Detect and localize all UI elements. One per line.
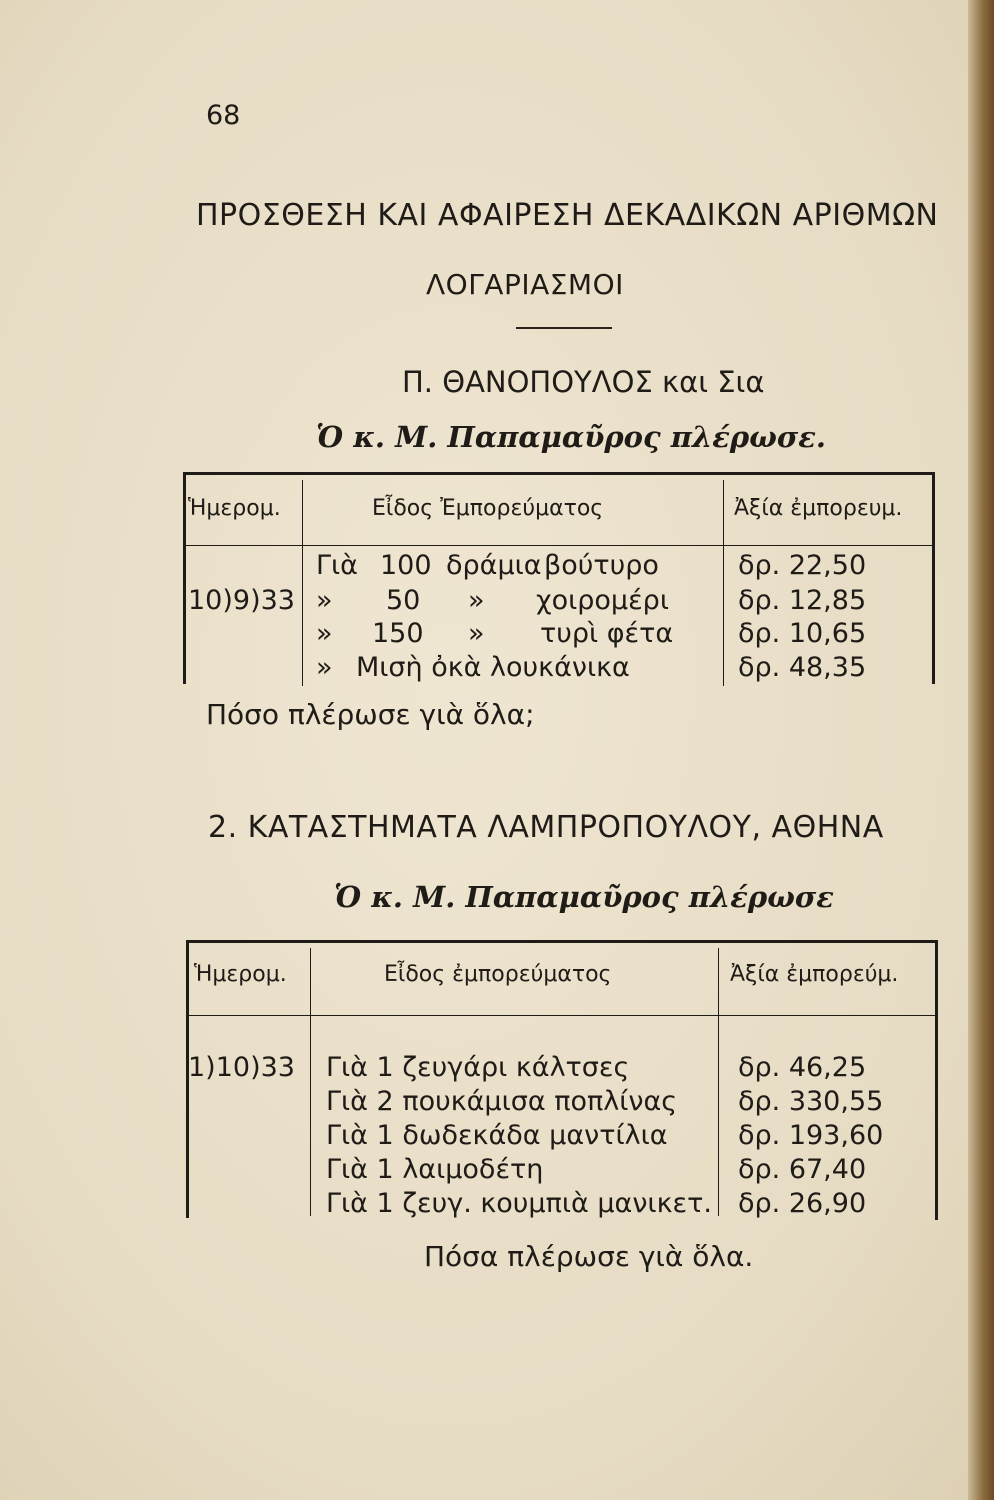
table1-right-border xyxy=(932,472,935,684)
table1-top-rule xyxy=(183,472,935,475)
table2-header-date: Ἡμερομ. xyxy=(194,962,287,987)
company-name: Π. ΘΑΝΟΠΟΥΛΟΣ και Σια xyxy=(402,365,765,399)
page-title: ΠΡΟΣΘΕΣΗ ΚΑΙ ΑΦΑΙΡΕΣΗ ΔΕΚΑΔΙΚΩΝ ΑΡΙΘΜΩΝ xyxy=(196,198,939,233)
table-row-value: δρ. 46,25 xyxy=(738,1052,867,1083)
table-row-qty: 50 xyxy=(386,585,421,616)
table2-date: 1)10)33 xyxy=(188,1052,295,1083)
table1-left-border xyxy=(183,472,186,684)
table1-header-item: Εἶδος Ἐμπορεύματος xyxy=(372,496,604,521)
table-row-desc: Γιὰ 1 ζευγάρι κάλτσες xyxy=(326,1052,630,1083)
table-row-value: δρ. 48,35 xyxy=(738,652,867,683)
table-row-qty: 100 xyxy=(380,550,432,581)
table-row-ditto: » xyxy=(468,618,485,649)
table-row-desc: βούτυρο xyxy=(544,550,659,581)
payer-line-2: Ὁ κ. Μ. Παπαμαῦρος πλέρωσε xyxy=(334,880,834,914)
table2-header-value: Ἀξία ἐμπορεύμ. xyxy=(730,962,899,987)
section-2-title: 2. ΚΑΤΑΣΤΗΜΑΤΑ ΛΑΜΠΡΟΠΟΥΛΟΥ, ΑΘΗΝΑ xyxy=(208,810,884,845)
table-row-qty: 150 xyxy=(372,618,424,649)
question-1: Πόσο πλέρωσε γιὰ ὅλα; xyxy=(206,698,535,731)
payer-line-1: Ὁ κ. Μ. Παπαμαῦρος πλέρωσε. xyxy=(316,420,826,454)
table1-divider-date xyxy=(302,480,303,686)
table-row-prefix: » xyxy=(316,652,333,683)
page-subtitle: ΛΟΓΑΡΙΑΣΜΟΙ xyxy=(426,268,624,301)
table1-header-rule xyxy=(183,545,935,546)
table-row-value: δρ. 22,50 xyxy=(738,550,867,581)
table1-divider-value xyxy=(723,480,724,686)
table-row-desc: χοιρομέρι xyxy=(536,585,669,616)
question-2: Πόσα πλέρωσε γιὰ ὅλα. xyxy=(424,1240,754,1273)
table1-header-date: Ἡμερομ. xyxy=(188,496,281,521)
table-row-ditto: » xyxy=(468,585,485,616)
page-edge xyxy=(968,0,994,1500)
table-row-desc: Γιὰ 1 λαιμοδέτη xyxy=(326,1154,544,1185)
table1-date: 10)9)33 xyxy=(188,585,295,616)
table-row-value: δρ. 10,65 xyxy=(738,618,867,649)
title-divider xyxy=(516,327,612,329)
table-row-value: δρ. 26,90 xyxy=(738,1188,867,1219)
table-row-value: δρ. 12,85 xyxy=(738,585,867,616)
table-row-prefix: » xyxy=(316,585,333,616)
table-row-desc: Γιὰ 2 πουκάμισα ποπλίνας xyxy=(326,1086,678,1117)
table-row-value: δρ. 330,55 xyxy=(738,1086,884,1117)
table-row-desc: Γιὰ 1 ζευγ. κουμπιὰ μανικετ. xyxy=(326,1188,712,1219)
table-row-desc: Γιὰ 1 δωδεκάδα μαντίλια xyxy=(326,1120,668,1151)
table2-divider-date xyxy=(310,948,311,1216)
table-row-desc: Μισὴ ὀκὰ λουκάνικα xyxy=(356,652,630,683)
table-row-value: δρ. 67,40 xyxy=(738,1154,867,1185)
table-row-prefix: » xyxy=(316,618,333,649)
table-row-prefix: Γιὰ xyxy=(316,550,358,581)
table2-header-item: Εἶδος ἐμπορεύματος xyxy=(384,962,612,987)
table2-top-rule xyxy=(186,940,938,943)
table-row-value: δρ. 193,60 xyxy=(738,1120,884,1151)
table1-header-value: Ἀξία ἐμπορευμ. xyxy=(734,496,903,521)
table2-right-border xyxy=(935,940,938,1220)
table2-header-rule xyxy=(186,1015,938,1016)
table-row-desc: τυρὶ φέτα xyxy=(540,618,674,649)
table2-divider-value xyxy=(718,948,719,1216)
table-row-unit: δράμια xyxy=(446,550,542,581)
page-number: 68 xyxy=(206,100,241,131)
